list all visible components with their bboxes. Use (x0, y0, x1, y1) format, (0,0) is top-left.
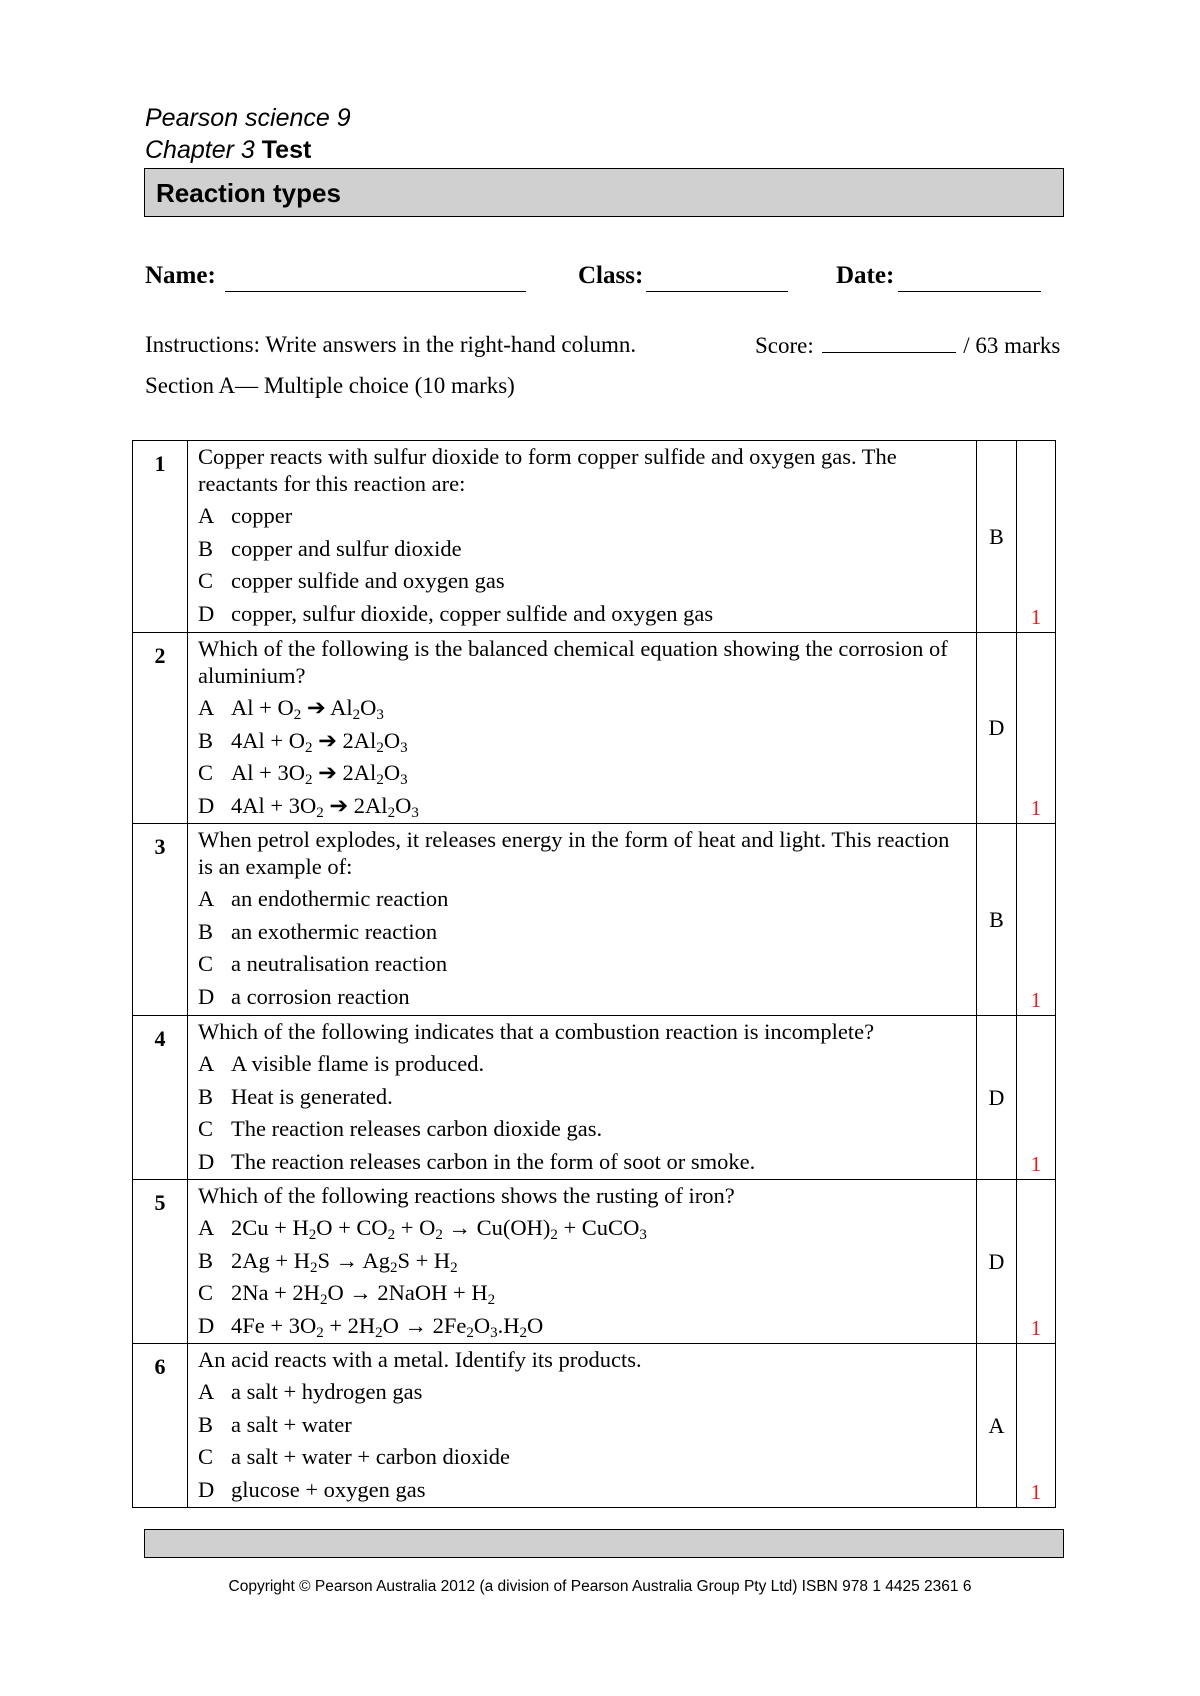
test-label: Test (261, 136, 312, 164)
question-stem: Copper reacts with sulfur dioxide to form copper sulfide and oxygen gas. The reactants for this reaction are: (198, 444, 897, 496)
answer-option (198, 1311, 970, 1344)
score-line (755, 332, 1060, 359)
answer-option (198, 1410, 970, 1443)
question-body (188, 441, 977, 633)
option-letter: C (198, 1280, 214, 1305)
option-letter: C (198, 1116, 214, 1141)
option-letter: C (198, 951, 214, 976)
answer-option (198, 949, 970, 982)
question-stem: Which of the following indicates that a combustion reaction is incomplete? (198, 1019, 875, 1044)
option-text: The reaction releases carbon in the form of soot or smoke. (231, 1148, 756, 1174)
question-body (188, 824, 977, 1016)
option-text: $2Cu + H_2O + CO_2 + O_2 \to Cu(OH)_2$ + CuCO$_3$ (231, 1215, 647, 1243)
answer-option (198, 1442, 970, 1475)
question-stem: Which of the following reactions shows the rusting of iron? (198, 1183, 735, 1208)
questions-table (132, 440, 1056, 1508)
answer-option (198, 917, 970, 950)
chapter-label: Chapter 3 (145, 136, 255, 164)
question-body (188, 633, 977, 824)
answer-option (198, 1147, 970, 1180)
option-letter: D (198, 792, 215, 818)
option-letter: B (198, 918, 214, 944)
option-text: glucose + oxygen gas (231, 1476, 426, 1502)
footer-bar (144, 1529, 1064, 1558)
answer-option (198, 758, 970, 791)
answer-option (198, 693, 970, 726)
answer-option (198, 1114, 970, 1147)
option-letter: B (198, 1247, 214, 1273)
answer-option (198, 982, 970, 1015)
question-number: 2 (133, 633, 188, 824)
option-text: a salt + water + carbon dioxide (231, 1444, 511, 1469)
marks-cell: 1 (1017, 824, 1056, 1016)
option-text: a salt + water (231, 1411, 352, 1437)
chapter-heading (145, 136, 311, 165)
option-letter: A (198, 886, 215, 911)
marks-cell: 1 (1017, 441, 1056, 633)
date-label: Date: (836, 262, 895, 289)
answer-option (198, 599, 970, 632)
question-body (188, 1016, 977, 1180)
answer-option (198, 791, 970, 824)
marks-cell: 1 (1017, 633, 1056, 824)
option-text: a salt + hydrogen gas (231, 1379, 423, 1404)
question-stem: When petrol explodes, it releases energy in the form of heat and light. This reaction is an example of: (198, 827, 950, 879)
option-text: copper (231, 503, 293, 528)
option-letter: B (198, 535, 214, 561)
option-letter: C (198, 1444, 214, 1469)
option-letter: C (198, 760, 214, 785)
copyright-text: Copyright © Pearson Australia 2012 (a division of Pearson Australia Group Pty Ltd) ISBN 978 1 4425 2361 6 (228, 1578, 972, 1595)
answer-option (198, 1049, 970, 1082)
option-text: a neutralisation reaction (231, 951, 448, 976)
page-title: Reaction types (144, 168, 1064, 217)
option-text: $Al + 3O_2$ ➔ $2Al_2O_3$ (231, 760, 408, 788)
option-text: copper sulfide and oxygen gas (231, 568, 505, 593)
option-text: $4Al + 3O_2$ ➔ $2Al_2O_3$ (231, 792, 419, 821)
marks-cell: 1 (1017, 1344, 1056, 1508)
answer-option (198, 501, 970, 534)
question-number: 3 (133, 824, 188, 1016)
date-field[interactable] (898, 291, 1041, 292)
option-letter: A (198, 695, 215, 720)
option-text: an endothermic reaction (231, 886, 449, 911)
option-text: Heat is generated. (231, 1083, 393, 1109)
answer-cell[interactable]: D (977, 1180, 1017, 1344)
option-letter: B (198, 727, 214, 753)
answer-cell[interactable]: D (977, 633, 1017, 824)
answer-option (198, 1475, 970, 1508)
name-label: Name: (145, 262, 216, 289)
answer-cell[interactable]: D (977, 1016, 1017, 1180)
option-text: $2Na + 2H_2O$ → 2NaOH + $H_2$ (231, 1280, 496, 1308)
marks-cell: 1 (1017, 1180, 1056, 1344)
option-letter: D (198, 1312, 215, 1338)
answer-option (198, 726, 970, 759)
answer-option (198, 1082, 970, 1115)
option-letter: D (198, 1476, 215, 1502)
option-text: $2Ag + H_2S \to Ag_2S + H_2$ (231, 1247, 458, 1276)
class-field[interactable] (646, 291, 788, 292)
book-title: Pearson science 9 (145, 104, 351, 132)
question-row (133, 1016, 1056, 1180)
option-letter: D (198, 983, 215, 1009)
option-text: an exothermic reaction (231, 918, 438, 944)
question-body (188, 1344, 977, 1508)
question-row (133, 1344, 1056, 1508)
option-letter: A (198, 503, 215, 528)
option-letter: A (198, 1379, 215, 1404)
section-heading: Section A— Multiple choice (10 marks) (145, 373, 515, 398)
question-stem: An acid reacts with a metal. Identify its products. (198, 1347, 642, 1372)
answer-cell[interactable]: B (977, 824, 1017, 1016)
question-number: 5 (133, 1180, 188, 1344)
answer-option (198, 566, 970, 599)
question-row (133, 824, 1056, 1016)
answer-option (198, 1278, 970, 1311)
option-letter: B (198, 1083, 214, 1109)
score-label: Score: (755, 333, 814, 358)
option-text: a corrosion reaction (231, 983, 410, 1009)
class-label: Class: (578, 262, 644, 289)
option-letter: D (198, 1148, 215, 1174)
marks-cell: 1 (1017, 1016, 1056, 1180)
option-text: copper and sulfur dioxide (231, 535, 462, 561)
option-letter: B (198, 1411, 214, 1437)
answer-option (198, 1377, 970, 1410)
answer-option (198, 1246, 970, 1279)
answer-cell[interactable]: A (977, 1344, 1017, 1508)
option-text: $Al + O_2$ ➔ $Al_2O_3$ (231, 695, 384, 723)
question-row (133, 633, 1056, 824)
score-total: / 63 marks (963, 333, 1061, 358)
question-row (133, 441, 1056, 633)
option-text: A visible flame is produced. (231, 1051, 485, 1076)
option-letter: C (198, 568, 214, 593)
option-letter: D (198, 600, 215, 626)
option-text: $4Fe + 3O_2 + 2H_2O \to 2Fe_2O_3.H_2O$ (231, 1312, 544, 1341)
instructions-text: Instructions: Write answers in the right-hand column. (145, 332, 637, 357)
option-text: copper, sulfur dioxide, copper sulfide and oxygen gas (231, 600, 714, 626)
question-body (188, 1180, 977, 1344)
option-text: $4Al + O_2$ ➔ $2Al_2O_3$ (231, 727, 408, 756)
name-field[interactable] (225, 291, 526, 292)
answer-option (198, 534, 970, 567)
question-stem: Which of the following is the balanced chemical equation showing the corrosion of aluminium? (198, 636, 948, 688)
question-row (133, 1180, 1056, 1344)
option-letter: A (198, 1215, 215, 1240)
question-number: 1 (133, 441, 188, 633)
answer-option (198, 1213, 970, 1246)
option-letter: A (198, 1051, 215, 1076)
question-number: 6 (133, 1344, 188, 1508)
option-text: The reaction releases carbon dioxide gas. (231, 1116, 603, 1141)
answer-option (198, 884, 970, 917)
score-field[interactable] (822, 332, 956, 353)
answer-cell[interactable]: B (977, 441, 1017, 633)
question-number: 4 (133, 1016, 188, 1180)
